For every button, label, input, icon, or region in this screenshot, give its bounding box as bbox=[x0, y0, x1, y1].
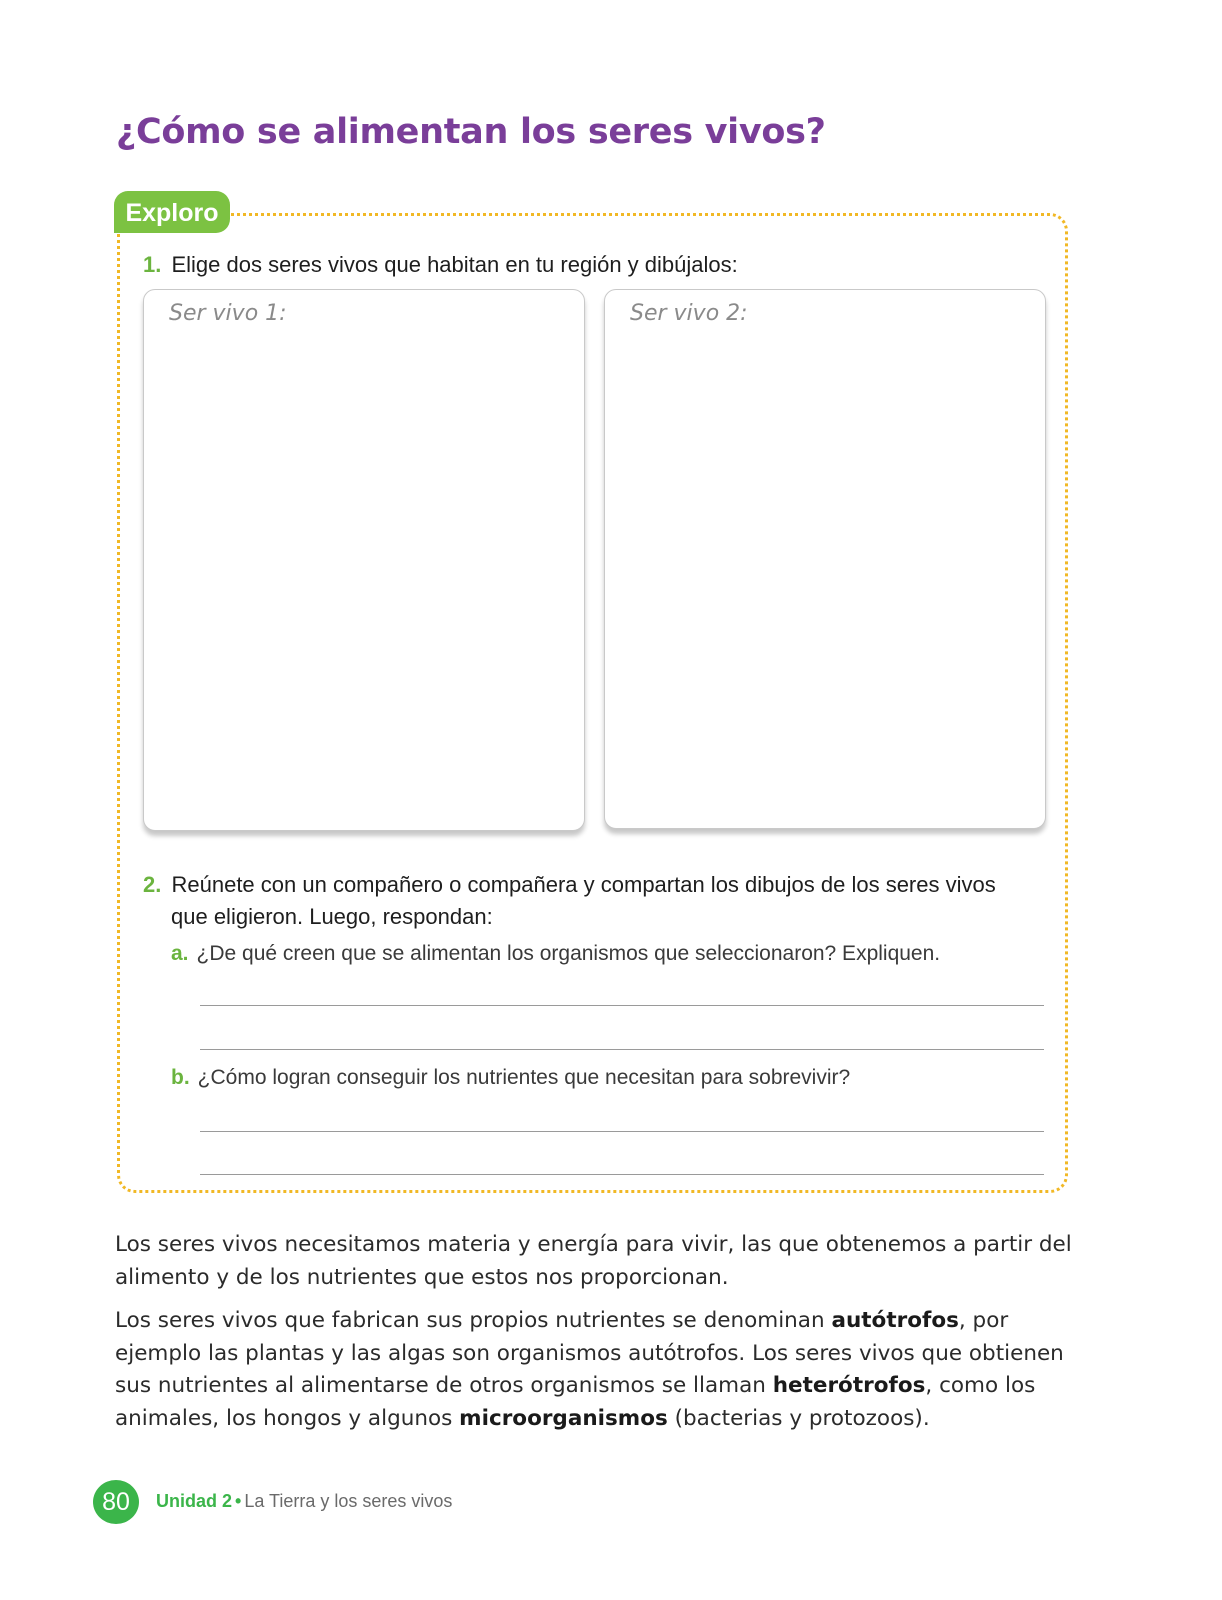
question-2 bbox=[143, 869, 1043, 933]
question-1-text: Elige dos seres vivos que habitan en tu región y dibújalos: bbox=[171, 252, 738, 277]
body-paragraph-1: Los seres vivos necesitamos materia y energía para vivir, las que obtenemos a partir del alimento y de los nutrientes que estos nos proporcionan. bbox=[115, 1232, 1072, 1290]
paragraph-2-part4: (bacterias y protozoos). bbox=[667, 1405, 930, 1431]
answer-line-b1[interactable] bbox=[200, 1131, 1044, 1132]
sub-question-b-text: ¿Cómo logran conseguir los nutrientes que necesitan para sobrevivir? bbox=[197, 1066, 851, 1089]
drawing-box-1[interactable] bbox=[143, 289, 585, 831]
answer-line-a2[interactable] bbox=[200, 1049, 1044, 1050]
paragraph-2-part3: , como los animales, los hongos y algunos bbox=[115, 1373, 1036, 1431]
paragraph-2-part1: Los seres vivos que fabrican sus propios nutrientes se denominan bbox=[115, 1308, 832, 1333]
footer-unit-info bbox=[156, 1491, 452, 1512]
sub-question-b bbox=[171, 1066, 850, 1090]
sub-question-b-letter: b. bbox=[171, 1066, 190, 1089]
question-2-number: 2. bbox=[143, 872, 162, 897]
question-1-number: 1. bbox=[143, 252, 162, 277]
footer-unit: Unidad 2 bbox=[156, 1491, 233, 1511]
term-autotrofos: autótrofos bbox=[831, 1308, 959, 1333]
sub-question-a-text: ¿De qué creen que se alimentan los organismos que seleccionaron? Expliquen. bbox=[196, 942, 941, 965]
body-paragraph-2 bbox=[115, 1305, 1075, 1435]
page-number-badge: 80 bbox=[93, 1480, 139, 1524]
question-2-text-line1: Reúnete con un compañero o compañera y compartan los dibujos de los seres vivos bbox=[171, 872, 996, 897]
drawing-box-1-label: Ser vivo 1: bbox=[169, 301, 287, 326]
answer-line-b2[interactable] bbox=[200, 1174, 1044, 1175]
sub-question-a-letter: a. bbox=[171, 942, 189, 965]
drawing-box-2[interactable] bbox=[604, 289, 1046, 829]
exploro-tab: Exploro bbox=[114, 191, 230, 233]
paragraph-2-part2: , por ejemplo las plantas y las algas son organismos autótrofos. Los seres vivos que obtienen sus nutrientes al alimentarse de otros organismos se llaman bbox=[115, 1308, 1064, 1398]
sub-question-a bbox=[171, 942, 940, 966]
footer-unit-title: La Tierra y los seres vivos bbox=[244, 1491, 453, 1511]
question-1 bbox=[143, 249, 738, 281]
page-title: ¿Cómo se alimentan los seres vivos? bbox=[116, 112, 826, 152]
question-2-text-line2: que eligieron. Luego, respondan: bbox=[171, 904, 493, 929]
term-microorganismos: microorganismos bbox=[459, 1405, 668, 1431]
footer-separator: • bbox=[235, 1491, 242, 1511]
term-heterotrofos: heterótrofos bbox=[772, 1373, 926, 1398]
drawing-box-2-label: Ser vivo 2: bbox=[630, 301, 748, 326]
answer-line-a1[interactable] bbox=[200, 1005, 1044, 1006]
